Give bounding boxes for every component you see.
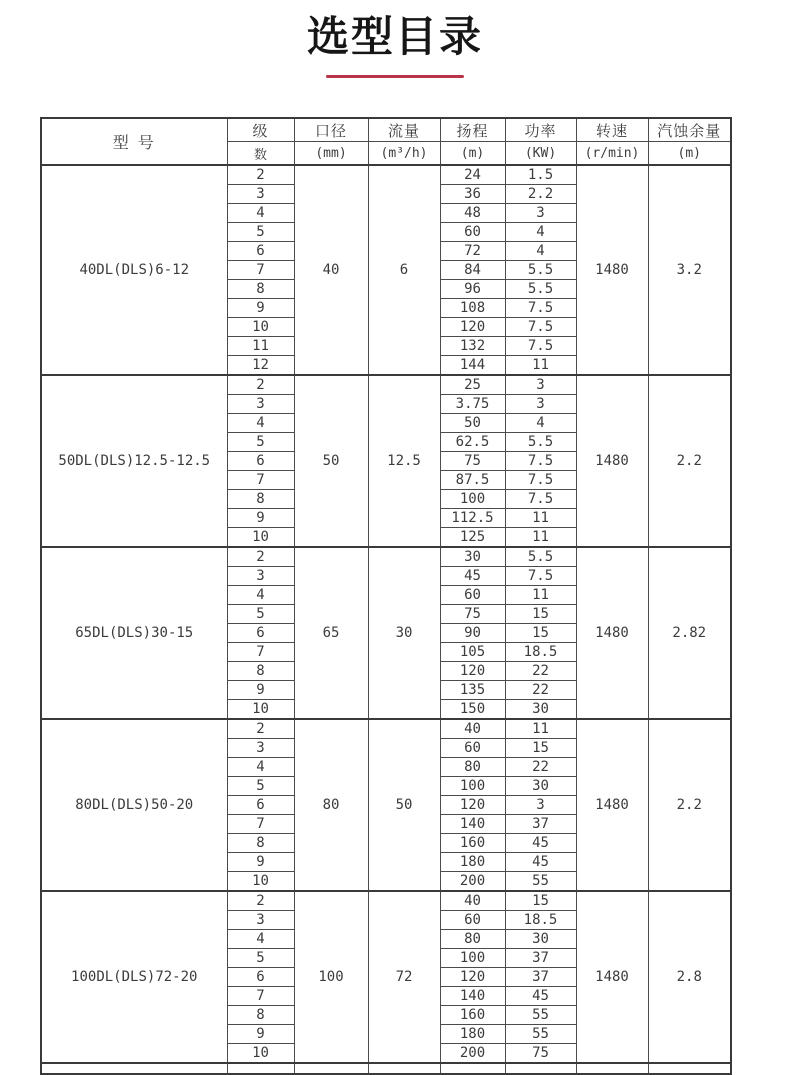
head-cell: 60 (440, 911, 505, 930)
stage-cell: 8 (227, 662, 294, 681)
head-cell: 36 (440, 185, 505, 204)
head-cell: 120 (440, 968, 505, 987)
power-cell: 15 (505, 891, 576, 911)
power-cell: 7.5 (505, 490, 576, 509)
stage-cell: 9 (227, 681, 294, 700)
power-cell: 30 (505, 700, 576, 720)
stage-cell: 3 (227, 567, 294, 586)
power-cell: 55 (505, 872, 576, 892)
power-cell: 22 (505, 662, 576, 681)
stage-cell: 6 (227, 624, 294, 643)
flow-cell: 50 (368, 719, 440, 891)
table-row (41, 547, 731, 567)
col-unit-head: (m) (440, 142, 505, 166)
stage-cell: 6 (227, 796, 294, 815)
power-cell: 4 (505, 242, 576, 261)
flow-cell: 72 (368, 891, 440, 1063)
table-row (41, 165, 731, 185)
power-cell: 11 (505, 509, 576, 528)
power-cell: 11 (505, 719, 576, 739)
head-cell: 160 (440, 834, 505, 853)
stage-cell: 9 (227, 853, 294, 872)
power-cell: 11 (505, 586, 576, 605)
speed-cell: 1480 (576, 375, 648, 547)
head-cell: 150 (440, 700, 505, 720)
stage-cell: 7 (227, 471, 294, 490)
pump-selection-table (40, 117, 732, 1075)
stage-cell: 4 (227, 586, 294, 605)
head-cell: 200 (440, 1044, 505, 1064)
power-cell: 15 (505, 605, 576, 624)
stage-cell: 12 (227, 356, 294, 376)
head-cell: 160 (440, 1006, 505, 1025)
power-cell: 7.5 (505, 318, 576, 337)
power-cell: 18.5 (505, 643, 576, 662)
col-unit-power: (KW) (505, 142, 576, 166)
stage-cell: 5 (227, 223, 294, 242)
model-cell: 40DL(DLS)6-12 (41, 165, 227, 375)
power-cell: 37 (505, 815, 576, 834)
title-underline (326, 75, 464, 78)
power-cell: 7.5 (505, 299, 576, 318)
head-cell: 50 (440, 414, 505, 433)
power-cell: 7.5 (505, 452, 576, 471)
power-cell: 55 (505, 1006, 576, 1025)
head-cell: 120 (440, 318, 505, 337)
head-cell: 140 (440, 815, 505, 834)
table-row-partial (41, 1063, 731, 1074)
head-cell: 40 (440, 719, 505, 739)
stage-cell: 7 (227, 643, 294, 662)
power-cell: 30 (505, 777, 576, 796)
stage-cell: 7 (227, 261, 294, 280)
head-cell: 87.5 (440, 471, 505, 490)
diameter-cell: 40 (294, 165, 368, 375)
power-cell: 45 (505, 853, 576, 872)
table-row (41, 891, 731, 911)
power-cell: 7.5 (505, 337, 576, 356)
head-cell: 48 (440, 204, 505, 223)
head-cell: 75 (440, 452, 505, 471)
head-cell: 144 (440, 356, 505, 376)
power-cell: 5.5 (505, 547, 576, 567)
stage-cell: 7 (227, 987, 294, 1006)
power-cell: 3 (505, 204, 576, 223)
head-cell: 105 (440, 643, 505, 662)
head-cell: 3.75 (440, 395, 505, 414)
head-cell: 100 (440, 777, 505, 796)
speed-cell: 1480 (576, 891, 648, 1063)
power-cell: 30 (505, 930, 576, 949)
col-header-model: 型 号 (41, 118, 227, 165)
stage-cell: 2 (227, 375, 294, 395)
stage-cell: 5 (227, 433, 294, 452)
power-cell: 4 (505, 414, 576, 433)
col-unit-speed: (r/min) (576, 142, 648, 166)
stage-cell: 5 (227, 605, 294, 624)
stage-cell: 10 (227, 318, 294, 337)
col-header-power: 功率 (505, 118, 576, 142)
head-cell: 180 (440, 1025, 505, 1044)
head-cell: 112.5 (440, 509, 505, 528)
power-cell: 37 (505, 949, 576, 968)
head-cell: 72 (440, 242, 505, 261)
power-cell: 45 (505, 834, 576, 853)
head-cell: 80 (440, 758, 505, 777)
model-cell: 100DL(DLS)72-20 (41, 891, 227, 1063)
head-cell: 132 (440, 337, 505, 356)
power-cell: 22 (505, 681, 576, 700)
stage-cell: 6 (227, 452, 294, 471)
stage-cell: 4 (227, 414, 294, 433)
head-cell: 120 (440, 662, 505, 681)
head-cell: 96 (440, 280, 505, 299)
power-cell: 3 (505, 375, 576, 395)
power-cell: 3 (505, 395, 576, 414)
stage-cell: 10 (227, 528, 294, 548)
empty-cell (440, 1063, 505, 1074)
stage-cell: 7 (227, 815, 294, 834)
npsh-cell: 2.8 (648, 891, 731, 1063)
power-cell: 4 (505, 223, 576, 242)
table-row (41, 375, 731, 395)
power-cell: 55 (505, 1025, 576, 1044)
npsh-cell: 2.82 (648, 547, 731, 719)
stage-cell: 4 (227, 930, 294, 949)
head-cell: 75 (440, 605, 505, 624)
head-cell: 60 (440, 586, 505, 605)
power-cell: 15 (505, 624, 576, 643)
head-cell: 60 (440, 739, 505, 758)
head-cell: 125 (440, 528, 505, 548)
npsh-cell: 2.2 (648, 719, 731, 891)
empty-cell (648, 1063, 731, 1074)
table-body (41, 165, 731, 1074)
power-cell: 18.5 (505, 911, 576, 930)
power-cell: 11 (505, 528, 576, 548)
stage-cell: 11 (227, 337, 294, 356)
empty-cell (294, 1063, 368, 1074)
speed-cell: 1480 (576, 719, 648, 891)
col-header-flow: 流量 (368, 118, 440, 142)
power-cell: 7.5 (505, 471, 576, 490)
power-cell: 22 (505, 758, 576, 777)
stage-cell: 2 (227, 719, 294, 739)
head-cell: 135 (440, 681, 505, 700)
table-header (41, 118, 731, 165)
head-cell: 108 (440, 299, 505, 318)
diameter-cell: 50 (294, 375, 368, 547)
stage-cell: 8 (227, 490, 294, 509)
empty-cell (505, 1063, 576, 1074)
stage-cell: 9 (227, 509, 294, 528)
diameter-cell: 100 (294, 891, 368, 1063)
col-header-diameter: 口径 (294, 118, 368, 142)
head-cell: 100 (440, 490, 505, 509)
head-cell: 180 (440, 853, 505, 872)
stage-cell: 8 (227, 1006, 294, 1025)
col-unit-npsh: (m) (648, 142, 731, 166)
head-cell: 90 (440, 624, 505, 643)
head-cell: 62.5 (440, 433, 505, 452)
power-cell: 7.5 (505, 567, 576, 586)
flow-cell: 30 (368, 547, 440, 719)
power-cell: 45 (505, 987, 576, 1006)
diameter-cell: 80 (294, 719, 368, 891)
head-cell: 80 (440, 930, 505, 949)
power-cell: 3 (505, 796, 576, 815)
diameter-cell: 65 (294, 547, 368, 719)
stage-cell: 3 (227, 395, 294, 414)
stage-cell: 2 (227, 547, 294, 567)
speed-cell: 1480 (576, 165, 648, 375)
empty-cell (368, 1063, 440, 1074)
stage-cell: 3 (227, 739, 294, 758)
head-cell: 25 (440, 375, 505, 395)
stage-cell: 8 (227, 834, 294, 853)
stage-cell: 4 (227, 758, 294, 777)
stage-cell: 6 (227, 968, 294, 987)
model-cell: 50DL(DLS)12.5-12.5 (41, 375, 227, 547)
head-cell: 100 (440, 949, 505, 968)
empty-cell (227, 1063, 294, 1074)
flow-cell: 12.5 (368, 375, 440, 547)
stage-cell: 10 (227, 700, 294, 720)
stage-cell: 3 (227, 185, 294, 204)
power-cell: 11 (505, 356, 576, 376)
head-cell: 24 (440, 165, 505, 185)
model-cell: 65DL(DLS)30-15 (41, 547, 227, 719)
stage-cell: 10 (227, 1044, 294, 1064)
stage-cell: 4 (227, 204, 294, 223)
col-header-stage-top: 级 (227, 118, 294, 142)
col-unit-flow: (m³/h) (368, 142, 440, 166)
col-header-speed: 转速 (576, 118, 648, 142)
header-row-names (41, 118, 731, 142)
head-cell: 45 (440, 567, 505, 586)
npsh-cell: 2.2 (648, 375, 731, 547)
npsh-cell: 3.2 (648, 165, 731, 375)
empty-cell (41, 1063, 227, 1074)
stage-cell: 2 (227, 165, 294, 185)
stage-cell: 5 (227, 777, 294, 796)
power-cell: 5.5 (505, 280, 576, 299)
stage-cell: 9 (227, 1025, 294, 1044)
col-header-head: 扬程 (440, 118, 505, 142)
table-row (41, 719, 731, 739)
model-cell: 80DL(DLS)50-20 (41, 719, 227, 891)
power-cell: 75 (505, 1044, 576, 1064)
power-cell: 37 (505, 968, 576, 987)
power-cell: 2.2 (505, 185, 576, 204)
stage-cell: 5 (227, 949, 294, 968)
stage-cell: 9 (227, 299, 294, 318)
head-cell: 120 (440, 796, 505, 815)
col-unit-diameter: (mm) (294, 142, 368, 166)
power-cell: 15 (505, 739, 576, 758)
head-cell: 140 (440, 987, 505, 1006)
stage-cell: 3 (227, 911, 294, 930)
stage-cell: 2 (227, 891, 294, 911)
power-cell: 1.5 (505, 165, 576, 185)
stage-cell: 6 (227, 242, 294, 261)
head-cell: 84 (440, 261, 505, 280)
stage-cell: 8 (227, 280, 294, 299)
page-title: 选型目录 (306, 12, 483, 61)
head-cell: 60 (440, 223, 505, 242)
head-cell: 30 (440, 547, 505, 567)
power-cell: 5.5 (505, 433, 576, 452)
flow-cell: 6 (368, 165, 440, 375)
speed-cell: 1480 (576, 547, 648, 719)
stage-cell: 10 (227, 872, 294, 892)
col-header-npsh: 汽蚀余量 (648, 118, 731, 142)
power-cell: 5.5 (505, 261, 576, 280)
head-cell: 40 (440, 891, 505, 911)
head-cell: 200 (440, 872, 505, 892)
col-header-stage-bottom: 数 (227, 142, 294, 166)
empty-cell (576, 1063, 648, 1074)
